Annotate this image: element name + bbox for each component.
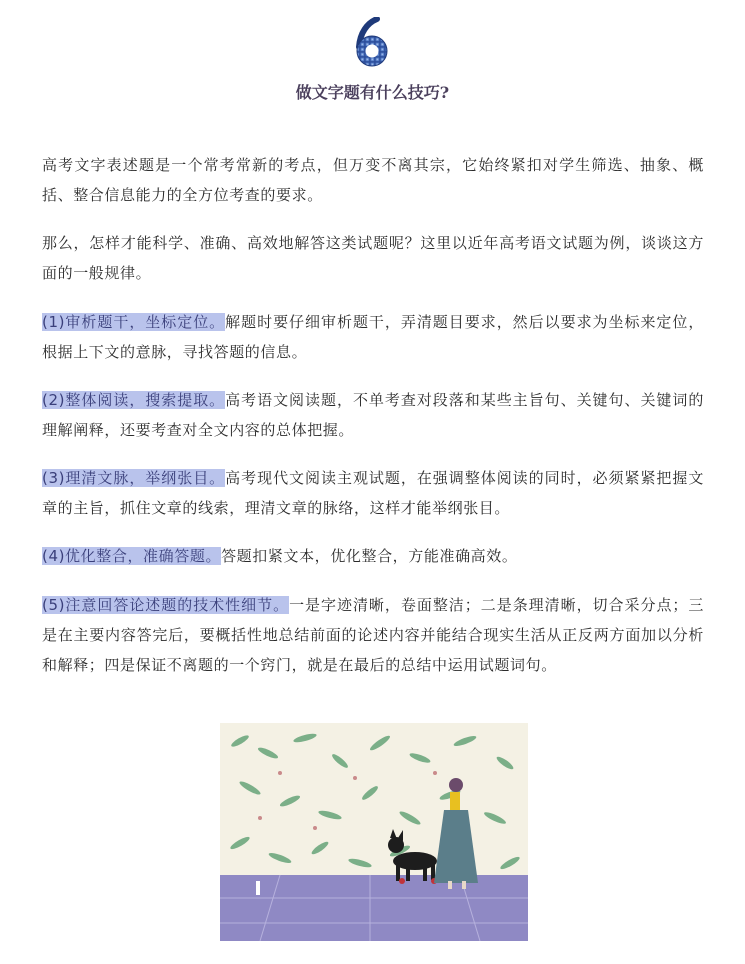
tip-heading: (3)理清文脉，举纲张目。 bbox=[42, 469, 226, 487]
tip-heading: (1)审析题干，坐标定位。 bbox=[42, 313, 226, 331]
tip-item bbox=[42, 307, 704, 367]
tip-heading: (4)优化整合，准确答题。 bbox=[42, 547, 222, 565]
tip-item bbox=[42, 590, 704, 680]
girl-with-dog-icon bbox=[220, 723, 528, 941]
tip-body: 高考现代文阅读主观试题，在强调整体阅读的同时，必须紧紧把握文章的主旨，抓住文章的线索，理清文章的脉络，这样才能举纲张目。 bbox=[42, 469, 704, 517]
question-paragraph: 那么，怎样才能科学、准确、高效地解答这类试题呢？这里以近年高考语文试题为例，谈谈这方面的一般规律。 bbox=[42, 234, 704, 282]
tip-item bbox=[42, 541, 704, 571]
tip-body: 高考语文阅读题，不单考查对段落和某些主旨句、关键句、关键词的理解阐释，还要考查对全文内容的总体把握。 bbox=[42, 391, 704, 439]
tip-item bbox=[42, 385, 704, 445]
tip-heading: (2)整体阅读，搜索提取。 bbox=[42, 391, 226, 409]
tip-body: 解题时要仔细审析题干，弄清题目要求，然后以要求为坐标来定位，根据上下文的意脉，寻找答题的信息。 bbox=[42, 313, 704, 361]
intro-paragraph: 高考文字表述题是一个常考常新的考点，但万变不离其宗，它始终紧扣对学生筛选、抽象、概括、整合信息能力的全方位考查的要求。 bbox=[42, 156, 704, 204]
tip-body: 一是字迹清晰，卷面整洁；二是条理清晰，切合采分点；三是在主要内容答完后，要概括性地总结前面的论述内容并能结合现实生活从正反两方面加以分析和解释；四是保证不离题的一个窍门，就是在最后的总结中运用试题词句。 bbox=[42, 596, 705, 674]
page-title: 做文字题有什么技巧? bbox=[295, 83, 450, 102]
tip-body: 答题扣紧文本，优化整合，方能准确高效。 bbox=[221, 547, 518, 565]
tip-item bbox=[42, 463, 704, 523]
tip-heading: (5)注意回答论述题的技术性细节。 bbox=[42, 596, 290, 614]
number-six-logo bbox=[355, 17, 389, 67]
